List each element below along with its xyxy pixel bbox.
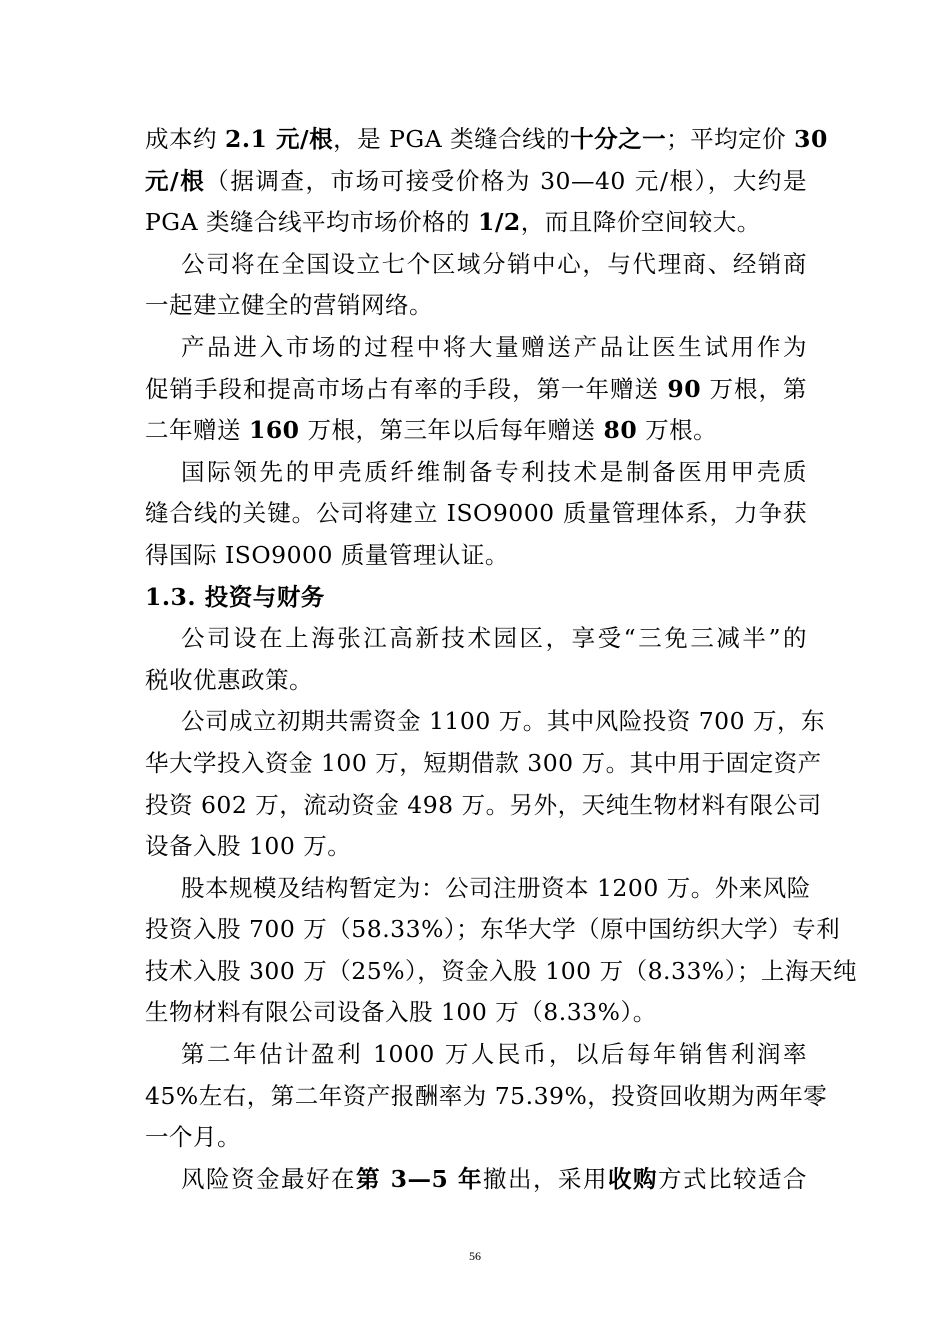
paragraph [145,327,807,452]
text: 方式比较适合 [658,1164,808,1193]
text: 投资入股 700 万（58.33%）；东华大学（原中国纺织大学）专利 [145,915,841,944]
paragraph [145,701,826,867]
paragraph [145,244,807,327]
paragraph [145,618,807,701]
text: 万根。 [637,416,718,445]
paragraph [145,452,807,577]
text: 产品进入市场的过程中将大量赠送产品让医生试用作为 [181,332,807,361]
text-line [145,785,822,827]
text: 促销手段和提高市场占有率的手段，第一年赠送 [145,374,668,403]
bold-text: 30 [794,125,828,153]
text: 公司设在上海张江高新技术园区，享受“三免三减半”的 [181,624,807,653]
text-line [145,535,807,577]
text-line [145,452,807,494]
text: 万根，第三年以后每年赠送 [299,416,604,445]
text-line [145,244,807,286]
bold-text: 元/根 [145,166,206,195]
text: ，而且降价空间较大。 [520,208,761,237]
text: 二年赠送 [145,416,249,445]
text: 一个月。 [145,1123,241,1152]
text: 公司将在全国设立七个区域分销中心，与代理商、经销商 [181,249,807,278]
text-line [145,327,807,369]
text-line [145,868,811,910]
text: 撤出，采用 [483,1164,609,1193]
bold-text: 十分之一 [570,125,667,153]
text: 一起建立健全的营销网络。 [145,291,433,320]
bold-text: 80 [603,416,638,445]
text: PGA 类缝合线平均市场价格的 [145,208,478,237]
text-line [145,1117,807,1159]
text: 生物材料有限公司设备入股 100 万（8.33%）。 [145,998,657,1027]
text-line [145,992,807,1034]
text-line [145,826,807,868]
bold-text: 第 3—5 年 [355,1164,484,1193]
text: 技术入股 300 万（25%），资金入股 100 万（8.33%）；上海天纯 [145,956,857,985]
section-heading [145,577,807,619]
text-line [145,285,807,327]
text-line [145,410,807,452]
text: 设备入股 100 万。 [145,832,352,861]
text-line [145,743,822,785]
text: 股本规模及结构暂定为：公司注册资本 1200 万。外来风险 [181,873,811,902]
text-line [145,493,807,535]
bold-text: 160 [248,416,300,445]
text: （据调查，市场可接受价格为 30—40 元/根），大约是 [205,166,807,195]
bold-text: 1/2 [478,208,521,237]
text: 公司成立初期共需资金 1100 万。其中风险投资 700 万，东 [181,707,826,736]
text-line [145,618,807,660]
text: 华大学投入资金 100 万，短期借款 300 万。其中用于固定资产 [145,748,822,777]
text-line [145,369,807,411]
paragraph [145,1034,828,1159]
document-body [145,119,857,1200]
text-line [145,1159,807,1201]
text: 缝合线的关键。公司将建立 ISO9000 质量管理体系，力争获 [145,499,807,528]
text-line [145,660,807,702]
text: 国际领先的甲壳质纤维制备专利技术是制备医用甲壳质 [181,457,807,486]
text-line [145,701,826,743]
text-line [145,119,828,161]
paragraph [145,119,828,244]
text-line [145,1076,828,1118]
text: 风险资金最好在 [181,1164,356,1193]
text-line [145,909,841,951]
bold-text: 2.1 元/根 [224,125,334,153]
text-line [145,202,807,244]
text: 45%左右，第二年资产报酬率为 75.39%，投资回收期为两年零 [145,1081,828,1110]
text: 得国际 ISO9000 质量管理认证。 [145,540,509,569]
text: 成本约 [145,125,225,153]
text: 投资 602 万，流动资金 498 万。另外，天纯生物材料有限公司 [145,790,822,819]
page-number: 56 [469,1249,481,1263]
bold-text: 1.3. 投资与财务 [145,582,325,611]
bold-text: 90 [667,374,702,403]
text: ，是 PGA 类缝合线的 [333,125,571,153]
text: 税收优惠政策。 [145,665,313,694]
paragraph [145,1159,807,1201]
text: ；平均定价 [666,125,795,153]
text: 第二年估计盈利 1000 万人民币，以后每年销售利润率 [181,1040,807,1069]
paragraph [145,868,857,1034]
text-line [145,577,807,619]
text-line [145,951,857,993]
text-line [145,161,807,203]
bold-text: 收购 [608,1164,659,1193]
text-line [145,1034,807,1076]
text: 万根，第 [701,374,807,403]
